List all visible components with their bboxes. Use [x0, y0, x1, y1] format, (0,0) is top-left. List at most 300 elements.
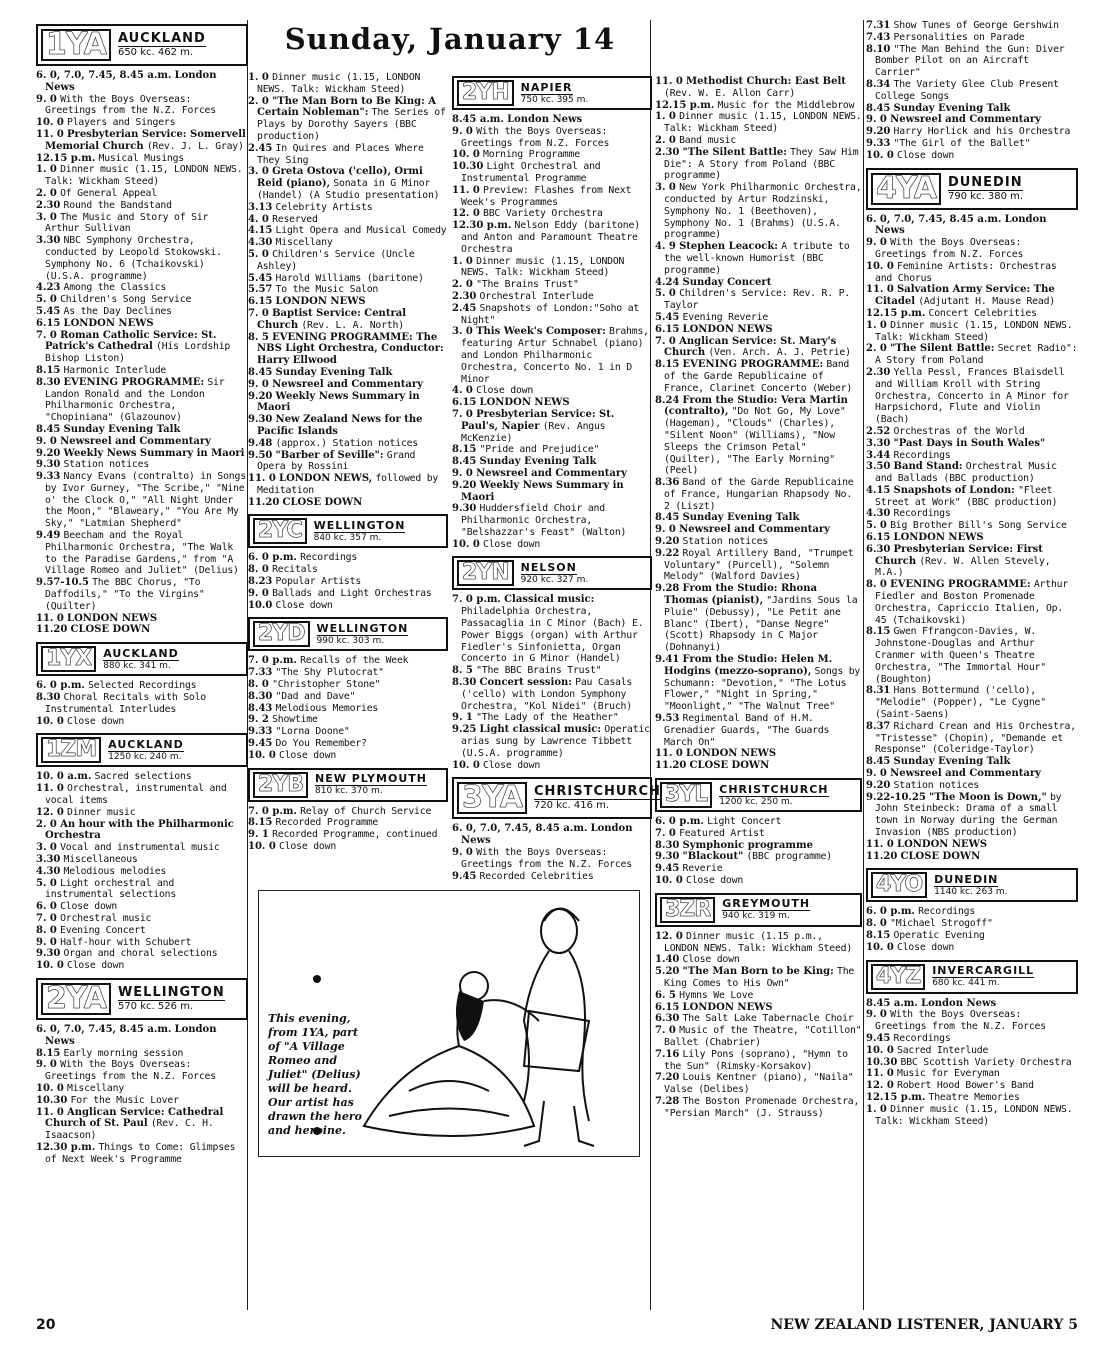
programme-time: 8.45 a.m. — [866, 997, 918, 1009]
programme-time: 11.20 — [866, 850, 898, 862]
programme-highlight: Weekly News Summary in Maori — [461, 479, 624, 503]
station-call-sign: 1YX — [41, 646, 96, 672]
programme-time: 2.30 — [36, 199, 61, 211]
programme-time: 11. 0 — [36, 612, 64, 624]
programme-time: 12. 0 — [655, 930, 683, 942]
programme-time: 9.53 — [655, 713, 680, 725]
programme-time: 9. 0 — [452, 125, 473, 137]
programme-description: Arthur Fiedler and Boston Promenade Orchestra, Capriccio Italien, Op. 45 (Tchaikovski) — [875, 579, 1069, 626]
programme-entry — [866, 1068, 1078, 1080]
station-call-sign: 3YA — [457, 782, 527, 814]
programme-entry — [866, 261, 1078, 285]
programme-description: Of General Appeal — [60, 187, 157, 199]
programme-time: 6. 0, 7.0, 7.45, 8.45 a.m. — [866, 213, 1002, 225]
programme-description: Recordings — [893, 508, 951, 520]
programme-entry — [36, 807, 248, 819]
programme-highlight: "The Silent Battle: — [682, 146, 787, 158]
programme-description: Recitals — [272, 564, 318, 576]
programme-time: 6. 0 — [36, 901, 57, 913]
programme-entry — [36, 866, 248, 878]
programme-highlight: "The Man Born to Be King: A Certain Nobleman": — [257, 95, 437, 119]
programme-description: For the Music Lover — [70, 1094, 179, 1106]
programme-entry — [866, 918, 1078, 930]
programme-description: Preview: Flashes from Next Week's Programmes — [461, 184, 632, 208]
programme-time: 2.30 — [866, 366, 891, 378]
programme-time: 2. 0 — [36, 818, 57, 830]
programme-entry — [36, 318, 248, 330]
programme-time: 9.20 — [248, 390, 273, 402]
programme-entry — [248, 726, 448, 738]
programme-entry — [452, 503, 652, 538]
programme-list — [36, 70, 248, 636]
programme-time: 9.30 — [452, 503, 477, 515]
programme-time: 9.48 — [248, 437, 273, 449]
programme-time: 8.45 — [248, 366, 273, 378]
station-city: WELLINGTON — [117, 984, 225, 1000]
programme-time: 6.15 — [866, 532, 891, 544]
programme-description: Music for Everyman — [897, 1068, 1000, 1080]
programme-description: "Dad and Dave" — [275, 690, 356, 702]
programme-description: (Rev. Angus McKenzie) — [461, 420, 606, 444]
programme-time: 5. 0 — [36, 877, 57, 889]
programme-time: 7.33 — [248, 667, 273, 679]
programme-highlight: London News — [461, 823, 633, 847]
programme-time: 9.33 — [36, 471, 61, 483]
programme-highlight: An hour with the Philharmonic Orchestra — [45, 818, 234, 842]
programme-time: 9.28 — [655, 583, 680, 595]
programme-description: Grand Opera by Rossini — [257, 449, 416, 473]
programme-entry — [36, 200, 248, 212]
station-banner — [248, 617, 448, 651]
programme-time: 7. 0 — [655, 335, 676, 347]
programme-entry — [248, 308, 448, 332]
programme-highlight: CLOSE DOWN — [282, 496, 363, 508]
programme-description: Close down — [279, 841, 337, 853]
programme-time: 7. 0 p.m. — [248, 655, 297, 667]
programme-time: 10. 0 — [36, 117, 64, 129]
programme-description: Richard Crean and His Orchestra, "Tristesse" (Chopin), "Demande et Response" (Coleridge-Taylor) — [875, 720, 1076, 756]
programme-entry — [36, 530, 248, 577]
station-banner — [452, 556, 652, 590]
programme-highlight: From the Studio: Rhona Thomas (pianist), — [664, 583, 817, 607]
programme-entry — [655, 840, 862, 852]
programme-highlight: "The Silent Battle: — [890, 343, 995, 355]
programme-description: Musical Musings — [98, 152, 185, 164]
publication-footer: NEW ZEALAND LISTENER, JANUARY 5 — [770, 1317, 1078, 1333]
programme-description: Personalities on Parade — [893, 31, 1025, 43]
programme-highlight: CLOSE DOWN — [900, 850, 981, 862]
programme-entry — [248, 600, 448, 612]
programme-description: Orchestral music — [60, 913, 152, 924]
programme-description: Miscellany — [275, 237, 333, 249]
programme-description: The Series of Plays by Dorothy Sayers (BBC production) — [257, 107, 446, 142]
column-5 — [866, 20, 1078, 1127]
programme-entry — [866, 79, 1078, 103]
programme-entry — [36, 783, 248, 807]
programme-description: Huddersfield Choir and Philharmonic Orchestra, "Belshazzar's Feast" (Walton) — [461, 503, 627, 538]
programme-time: 9. 0 — [36, 1059, 57, 1071]
programme-list — [866, 214, 1078, 863]
programme-description: Showtime — [272, 714, 318, 726]
programme-time: 3.30 — [36, 235, 61, 247]
programme-description: Music for the Middlebrow — [717, 99, 855, 111]
programme-time: 8.24 — [655, 394, 680, 406]
programme-entry — [248, 703, 448, 715]
programme-time: 7. 0 — [248, 307, 269, 319]
programme-description: Organ and choral selections — [63, 948, 218, 960]
station-frequency: 880 kc. 341 m. — [103, 660, 171, 671]
programme-time: 10.30 — [452, 161, 484, 173]
programme-time: 7.20 — [655, 1072, 680, 1084]
programme-highlight: London News — [875, 213, 1047, 237]
programme-entry — [866, 20, 1078, 32]
station-frequency: 810 kc. 370 m. — [315, 786, 383, 797]
programme-entry — [248, 273, 448, 285]
programme-time: 8. 0 — [248, 564, 269, 576]
programme-highlight: "The Man Born to be King: — [682, 966, 834, 978]
programme-entry — [655, 524, 862, 536]
programme-description: Band music — [679, 134, 737, 146]
programme-entry — [866, 942, 1078, 954]
programme-time: 6. 0 p.m. — [655, 816, 704, 828]
programme-entry — [655, 816, 862, 828]
programme-description: Sir Landon Ronald and the London Philharmonic Orchestra, "Chopiniana" (Glazounov) — [45, 376, 225, 424]
programme-highlight: Sunday Evening Talk — [275, 366, 393, 378]
station-frequency: 680 kc. 441 m. — [932, 978, 1000, 989]
programme-description: With the Boys Overseas: Greetings from the N.Z. Forces — [875, 1009, 1046, 1033]
programme-description: Sonata in G Minor (Handel) (A Studio presentation) — [257, 178, 440, 201]
programme-entry — [655, 548, 862, 583]
programme-time: 9.57-10.5 — [36, 577, 89, 589]
programme-time: 3.50 — [866, 461, 891, 473]
programme-entry — [36, 471, 248, 530]
station-city: NEW PLYMOUTH — [315, 772, 427, 786]
programme-description: "Fleet Street at Work" (BBC production) — [875, 484, 1058, 508]
programme-entry — [452, 594, 652, 665]
programme-description: Recordings — [893, 449, 951, 461]
programme-description: With the Boys Overseas: Greetings from N.Z. Forces — [875, 237, 1024, 260]
programme-list — [866, 20, 1078, 162]
programme-description: BBC Scottish Variety Orchestra — [900, 1056, 1072, 1068]
programme-description: (Adjutant H. Mause Read) — [918, 296, 1055, 308]
programme-description: New York Philharmonic Orchestra, conducted by Artur Rodzinski, Symphony No. 1 (Beethoven), Symphony No. 1 (Brahms) (U.S.A. programme) — [664, 182, 862, 241]
programme-time: 7. 0 — [36, 913, 57, 924]
programme-time: 2. 0 — [36, 187, 57, 199]
programme-description: (Ven. Arch. A. J. Petrie) — [708, 347, 851, 359]
programme-entry — [655, 748, 862, 760]
programme-description: Close down — [483, 538, 541, 550]
column-3 — [452, 76, 661, 882]
programme-entry — [36, 937, 248, 949]
programme-description: Show Tunes of George Gershwin — [893, 20, 1059, 31]
programme-description: Sacred Interlude — [897, 1044, 989, 1056]
programme-description: Close down — [279, 749, 337, 761]
programme-description: Morning Programme — [483, 149, 580, 161]
programme-description: Among the Classics — [63, 282, 167, 294]
programme-time: 9.45 — [655, 863, 680, 875]
programme-entry — [248, 576, 448, 588]
programme-entry — [36, 129, 248, 153]
station-call-sign: 4YO — [871, 872, 927, 898]
programme-time: 10.30 — [866, 1056, 898, 1068]
programme-time: 11. 0 — [866, 1068, 894, 1080]
programme-entry — [36, 1048, 248, 1060]
programme-time: 5. 0 — [248, 248, 269, 260]
programme-description: Robert Hood Bower's Band — [897, 1080, 1034, 1092]
programme-entry — [248, 588, 448, 600]
programme-time: 8.15 — [36, 364, 61, 376]
programme-time: 8.30 — [452, 677, 477, 689]
programme-highlight: Weekly News Summary in Maori — [257, 390, 420, 414]
programme-entry — [452, 185, 652, 209]
programme-entry — [248, 367, 448, 379]
programme-description: Louis Kentner (piano), "Naila" Valse (Delibes) — [664, 1072, 854, 1096]
programme-time: 8.36 — [655, 477, 680, 489]
programme-entry — [866, 906, 1078, 918]
programme-time: 2. 0 — [655, 134, 676, 146]
station-banner — [248, 514, 448, 548]
programme-entry — [866, 721, 1078, 756]
programme-entry — [36, 153, 248, 165]
programme-time: 6. 5 — [655, 989, 676, 1001]
programme-description: They Saw Him Die": A Story from Poland (BBC programme) — [664, 146, 859, 182]
programme-entry — [866, 308, 1078, 320]
programme-time: 3.30 — [866, 437, 891, 449]
programme-time: 1. 0 — [248, 72, 269, 83]
programme-time: 9. 0 — [452, 847, 473, 859]
programme-description: Close down — [67, 960, 125, 972]
programme-time: 11. 0 — [866, 838, 894, 850]
programme-time: 2.45 — [248, 142, 273, 154]
programme-description: The BBC Chorus, "To Daffodils," "To the Virgins" (Quilter) — [45, 577, 205, 612]
programme-time: 2. 0 — [452, 279, 473, 291]
programme-description: Choral Recitals with Solo Instrumental Interludes — [45, 692, 207, 715]
station-city: AUCKLAND — [108, 737, 184, 751]
station-frequency: 990 kc. 303 m. — [316, 635, 385, 646]
programme-entry — [452, 712, 652, 724]
programme-description: Dinner music (1.15, LONDON NEWS. Talk: Wickham Steed) — [461, 255, 625, 279]
programme-description: Early morning session — [63, 1047, 184, 1059]
programme-entry — [248, 497, 448, 509]
programme-entry — [866, 768, 1078, 780]
programme-highlight: LONDON NEWS — [63, 317, 154, 329]
programme-entry — [866, 32, 1078, 44]
programme-entry — [866, 126, 1078, 138]
programme-time: 8.10 — [866, 43, 891, 55]
column-rule — [863, 20, 864, 1310]
programme-time: 10. 0 — [36, 960, 64, 972]
programme-entry — [866, 1033, 1078, 1045]
programme-highlight: CLOSE DOWN — [70, 624, 151, 636]
programme-description: Dinner music (1.15, LONDON NEWS. Talk: Wickham Steed) — [45, 164, 243, 188]
programme-highlight: LONDON NEWS — [275, 296, 366, 308]
programme-highlight: EVENING PROGRAMME: — [890, 579, 1031, 591]
programme-highlight: Snapshots of London: — [893, 484, 1015, 496]
programme-time: 6. 0, 7.0, 7.45, 8.45 a.m. — [36, 70, 172, 81]
programme-entry — [248, 391, 448, 415]
programme-description: Do You Remember? — [275, 738, 367, 750]
programme-description: Station notices — [682, 536, 769, 548]
programme-entry — [655, 1025, 862, 1049]
programme-time: 12.15 p.m. — [655, 99, 715, 111]
programme-highlight: Stephen Leacock: — [679, 241, 778, 253]
programme-time: 5.45 — [36, 305, 61, 317]
programme-time: 8. 0 — [36, 924, 57, 936]
programme-time: 10. 0 — [655, 875, 683, 886]
programme-description: A tribute to the well-known Humorist (BBC programme) — [664, 241, 850, 276]
programme-description: "Michael Strogoff" — [890, 918, 993, 930]
programme-description: Featured Artist — [679, 827, 765, 839]
programme-entry — [655, 875, 862, 887]
programme-entry — [655, 713, 862, 748]
programme-time: 4. 9 — [655, 241, 676, 253]
programme-description: Feminine Artists: Orchestras and Chorus — [875, 260, 1057, 284]
programme-time: 9.45 — [866, 1032, 891, 1044]
programme-time: 10. 0 — [36, 715, 64, 727]
programme-highlight: Roman Catholic Service: St. Patrick's Cathedral — [45, 329, 217, 353]
programme-time: 1. 0 — [866, 319, 887, 331]
programme-entry — [36, 913, 248, 925]
programme-highlight: Anglican Service: Cathedral Church of St. Paul — [45, 1106, 224, 1130]
programme-time: 9.20 — [452, 479, 477, 491]
station-banner — [36, 978, 248, 1020]
programme-description: "The Man Behind the Gun: Diver Bomber Pilot on an Aircraft Carrier" — [875, 43, 1065, 79]
programme-description: Close down — [275, 599, 333, 611]
programme-time: 9. 1 — [248, 829, 269, 841]
programme-time: 10.0 — [248, 599, 273, 611]
programme-description: (Rev. C. H. Isaacson) — [45, 1118, 214, 1142]
programme-entry — [36, 771, 248, 783]
programme-time: 8.43 — [248, 702, 273, 714]
programme-description: Operatic arias sung by Lawrence Tibbett (U.S.A. programme) — [461, 724, 650, 759]
programme-time: 3. 0 — [655, 182, 676, 194]
programme-entry — [655, 931, 862, 955]
programme-description: Brahms, featuring Artur Schnabel (piano) and London Philharmonic Orchestra, Concerto No. 1 in D Minor — [461, 326, 649, 385]
programme-time: 10. 0 — [452, 759, 480, 771]
programme-entry — [655, 100, 862, 112]
programme-entry — [655, 512, 862, 524]
programme-highlight: LONDON NEWS — [682, 1001, 773, 1013]
programme-description: Secret Radio": A Story from Poland — [875, 343, 1078, 367]
programme-entry — [452, 303, 652, 327]
programme-entry — [655, 359, 862, 394]
programme-highlight: From the Studio: Helen M. Hodgins (mezzo-soprano), — [664, 654, 833, 677]
station-city: AUCKLAND — [103, 646, 179, 660]
programme-description: (Rev. W. E. Allon Carr) — [664, 87, 796, 99]
programme-list — [36, 771, 248, 972]
programme-entry — [36, 294, 248, 306]
programme-entry — [248, 249, 448, 273]
programme-highlight: Methodist Church: East Belt — [686, 76, 846, 87]
programme-description: Relay of Church Service — [300, 805, 432, 817]
programme-description: The Music and Story of Sir Arthur Sullivan — [45, 211, 209, 235]
programme-entry — [36, 716, 248, 728]
programme-highlight: LONDON NEWS — [67, 612, 158, 624]
programme-highlight: London News — [921, 997, 997, 1009]
programme-description: NBC Symphony Orchestra, conducted by Leopold Stokowski. Symphony No. 6 (Tchaikovski) (U.S.A. programme) — [45, 235, 222, 282]
programme-entry — [36, 448, 248, 460]
programme-entry — [655, 536, 862, 548]
programme-time: 12. 0 — [866, 1080, 894, 1092]
programme-description: Dinner music — [67, 806, 136, 818]
programme-entry — [36, 459, 248, 471]
programme-time: 6. 0, 7.0, 7.45, 8.45 a.m. — [36, 1023, 172, 1035]
programme-entry — [248, 655, 448, 667]
programme-description: "Christopher Stone" — [272, 679, 381, 691]
programme-entry — [452, 208, 652, 220]
programme-time: 9.33 — [866, 137, 891, 149]
programme-description: As the Day Declines — [63, 305, 172, 317]
programme-time: 8.15 — [36, 1047, 61, 1059]
programme-description: Children's Service (Uncle Ashley) — [257, 248, 415, 272]
programme-entry — [452, 677, 652, 712]
programme-description: Evening Concert — [60, 924, 146, 936]
station-city: WELLINGTON — [316, 621, 409, 635]
programme-entry — [36, 854, 248, 866]
programme-time: 9.30 — [36, 459, 61, 471]
programme-description: Close down — [682, 954, 740, 966]
programme-time: 9. 0 — [36, 93, 57, 105]
programme-entry — [866, 520, 1078, 532]
programme-time: 3. 0 — [248, 166, 269, 178]
station-city: WELLINGTON — [313, 518, 406, 532]
programme-time: 4.24 — [655, 276, 680, 288]
station-city: NELSON — [520, 560, 577, 574]
programme-time: 12.30 p.m. — [452, 220, 512, 232]
programme-description: Orchestras of the World — [893, 425, 1025, 437]
programme-description: Players and Singers — [67, 117, 176, 129]
programme-entry — [866, 114, 1078, 126]
programme-time: 7. 0 p.m. — [248, 805, 297, 817]
programme-entry — [248, 679, 448, 691]
programme-highlight: LONDON NEWS — [893, 532, 984, 544]
programme-highlight: New Zealand News for the Pacific Islands — [257, 414, 423, 437]
programme-description: Round the Bandstand — [63, 199, 172, 211]
programme-entry — [655, 1002, 862, 1014]
programme-time: 8.45 — [452, 456, 477, 468]
programme-description: "Do Not Go, My Love" (Hageman), "Clouds" (Charles), "Silent Noon" (Williams), "Now Sleeps the Crimson Petal" (Quilter), "The Early Morning" (Peel) — [664, 406, 846, 477]
programme-entry — [866, 998, 1078, 1010]
programme-time: 10. 0 a.m. — [36, 771, 92, 783]
programme-entry — [36, 365, 248, 377]
programme-entry — [452, 291, 652, 303]
programme-description: Recordings — [300, 552, 358, 564]
programme-time: 7. 0 — [655, 827, 676, 839]
station-frequency: 570 kc. 526 m. — [117, 1000, 194, 1012]
programme-entry — [452, 468, 652, 480]
programme-description: Hymns We Love — [679, 989, 754, 1001]
programme-description: Miscellany — [67, 1082, 125, 1094]
programme-entry — [866, 626, 1078, 685]
programme-entry — [248, 284, 448, 296]
page-number: 20 — [36, 1317, 56, 1333]
station-frequency: 790 kc. 380 m. — [947, 190, 1024, 202]
programme-description: Recordings — [918, 906, 976, 918]
programme-highlight: LONDON NEWS — [897, 838, 988, 850]
programme-time: 1. 0 — [655, 111, 676, 123]
programme-entry — [452, 256, 652, 280]
programme-entry — [655, 477, 862, 512]
programme-entry — [248, 332, 448, 367]
programme-description: Dinner music (1.15 p.m., LONDON NEWS. Talk: Wickham Steed) — [664, 930, 853, 954]
programme-time: 4. 0 — [452, 385, 473, 397]
programme-entry — [655, 241, 862, 276]
programme-time: 6.15 — [36, 317, 61, 329]
programme-entry — [36, 212, 248, 236]
programme-time: 9. 2 — [248, 714, 269, 726]
programme-entry — [36, 1059, 248, 1083]
station-city: AUCKLAND — [117, 31, 206, 46]
